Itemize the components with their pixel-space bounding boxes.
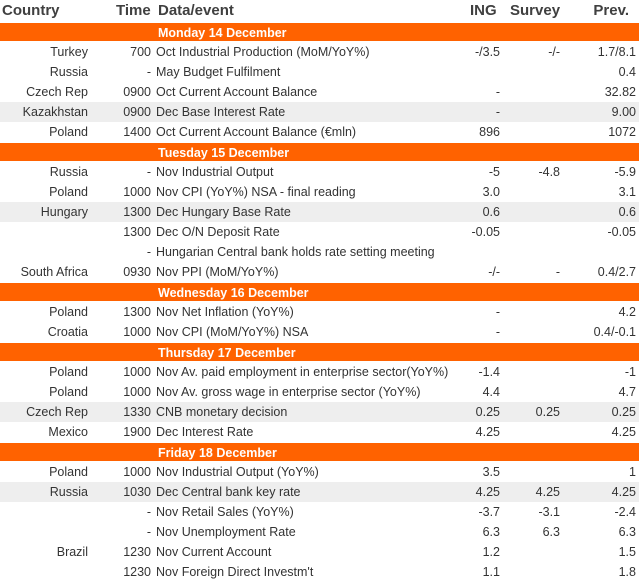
country-cell: Poland bbox=[49, 465, 88, 479]
country-cell: Poland bbox=[49, 365, 88, 379]
day-header bbox=[0, 442, 639, 462]
previous-cell: 32.82 bbox=[604, 85, 636, 99]
country-cell: Mexico bbox=[48, 425, 88, 439]
table-row bbox=[0, 242, 639, 262]
table-row bbox=[0, 182, 639, 202]
time-cell: 1300 bbox=[123, 225, 151, 239]
survey-cell: 6.3 bbox=[542, 525, 560, 539]
table-row bbox=[0, 202, 639, 222]
table-row bbox=[0, 322, 639, 342]
table-row bbox=[0, 82, 639, 102]
event-cell: Nov Retail Sales (YoY%) bbox=[156, 505, 294, 519]
ing-forecast-cell: - bbox=[495, 105, 500, 119]
ing-forecast-cell: - bbox=[495, 325, 500, 339]
event-cell: Nov Unemployment Rate bbox=[156, 525, 296, 539]
time-cell: 1900 bbox=[123, 425, 151, 439]
event-cell: Nov Av. gross wage in enterprise sector (YoY%) bbox=[156, 385, 421, 399]
table-row bbox=[0, 402, 639, 422]
ing-forecast-cell: -0.05 bbox=[471, 225, 500, 239]
table-row bbox=[0, 382, 639, 402]
event-cell: Nov Industrial Output bbox=[156, 165, 274, 179]
event-cell: Nov CPI (YoY%) NSA - final reading bbox=[156, 185, 356, 199]
event-cell: Nov Av. paid employment in enterprise sector(YoY%) bbox=[156, 365, 449, 379]
ing-forecast-cell: -1.4 bbox=[478, 365, 500, 379]
header-country: Country bbox=[2, 2, 60, 19]
previous-cell: 0.4/2.7 bbox=[597, 265, 636, 279]
previous-cell: -1 bbox=[624, 365, 636, 379]
day-label: Tuesday 15 December bbox=[158, 146, 290, 160]
ing-forecast-cell: - bbox=[495, 305, 500, 319]
previous-cell: 1.7/8.1 bbox=[597, 45, 636, 59]
time-cell: 1400 bbox=[123, 125, 151, 139]
event-cell: Nov Net Inflation (YoY%) bbox=[156, 305, 294, 319]
header-survey: Survey bbox=[510, 2, 561, 19]
event-cell: Nov CPI (MoM/YoY%) NSA bbox=[156, 325, 309, 339]
country-cell: Czech Rep bbox=[26, 85, 88, 99]
previous-cell: 6.3 bbox=[618, 525, 636, 539]
country-cell: Brazil bbox=[56, 545, 88, 559]
country-cell: Poland bbox=[49, 385, 88, 399]
previous-cell: 3.1 bbox=[618, 185, 636, 199]
previous-cell: 9.00 bbox=[611, 105, 636, 119]
previous-cell: 0.4/-0.1 bbox=[593, 325, 636, 339]
table-row bbox=[0, 522, 639, 542]
country-cell: Turkey bbox=[50, 45, 88, 59]
country-cell: Poland bbox=[49, 305, 88, 319]
time-cell: 1330 bbox=[123, 405, 151, 419]
table-row bbox=[0, 102, 639, 122]
ing-forecast-cell: -/- bbox=[488, 265, 500, 279]
table-row bbox=[0, 502, 639, 522]
ing-forecast-cell: -3.7 bbox=[478, 505, 500, 519]
day-label: Monday 14 December bbox=[158, 26, 287, 40]
time-cell: 0930 bbox=[123, 265, 151, 279]
table-row bbox=[0, 362, 639, 382]
event-cell: Dec Interest Rate bbox=[156, 425, 254, 439]
table-header bbox=[0, 0, 639, 23]
time-cell: - bbox=[146, 525, 151, 539]
table-row bbox=[0, 462, 639, 482]
ing-forecast-cell: 0.25 bbox=[475, 405, 500, 419]
table-row bbox=[0, 482, 639, 502]
day-label: Friday 18 December bbox=[158, 446, 277, 460]
day-header bbox=[0, 22, 639, 42]
ing-forecast-cell: 4.25 bbox=[475, 485, 500, 499]
ing-forecast-cell: 896 bbox=[479, 125, 500, 139]
table-row bbox=[0, 422, 639, 442]
time-cell: 1230 bbox=[123, 565, 151, 579]
time-cell: - bbox=[146, 505, 151, 519]
event-cell: Oct Industrial Production (MoM/YoY%) bbox=[156, 45, 370, 59]
country-cell: Russia bbox=[49, 65, 88, 79]
country-cell: Czech Rep bbox=[26, 405, 88, 419]
survey-cell: 0.25 bbox=[535, 405, 560, 419]
table-body bbox=[0, 22, 639, 582]
previous-cell: 1.8 bbox=[618, 565, 636, 579]
header-event: Data/event bbox=[158, 2, 234, 19]
table-row bbox=[0, 62, 639, 82]
event-cell: May Budget Fulfilment bbox=[156, 65, 281, 79]
time-cell: 1230 bbox=[123, 545, 151, 559]
table-row bbox=[0, 302, 639, 322]
ing-forecast-cell: -/3.5 bbox=[474, 45, 500, 59]
event-cell: CNB monetary decision bbox=[156, 405, 288, 419]
ing-forecast-cell: 3.5 bbox=[482, 465, 500, 479]
table-row bbox=[0, 222, 639, 242]
time-cell: 1000 bbox=[123, 325, 151, 339]
ing-forecast-cell: 6.3 bbox=[482, 525, 500, 539]
time-cell: 1000 bbox=[123, 185, 151, 199]
ing-forecast-cell: 4.25 bbox=[475, 425, 500, 439]
survey-cell: -3.1 bbox=[538, 505, 560, 519]
previous-cell: 4.7 bbox=[618, 385, 636, 399]
previous-cell: 1 bbox=[629, 465, 636, 479]
time-cell: 1000 bbox=[123, 385, 151, 399]
time-cell: 0900 bbox=[123, 85, 151, 99]
previous-cell: 0.25 bbox=[611, 405, 636, 419]
ing-forecast-cell: 0.6 bbox=[482, 205, 500, 219]
event-cell: Nov Foreign Direct Investm't bbox=[156, 565, 314, 579]
ing-forecast-cell: -5 bbox=[488, 165, 500, 179]
event-cell: Nov PPI (MoM/YoY%) bbox=[156, 265, 279, 279]
table-row bbox=[0, 562, 639, 582]
survey-cell: -4.8 bbox=[538, 165, 560, 179]
day-label: Wednesday 16 December bbox=[158, 286, 309, 300]
country-cell: Russia bbox=[49, 165, 88, 179]
ing-forecast-cell: 3.0 bbox=[482, 185, 500, 199]
ing-forecast-cell: 1.1 bbox=[482, 565, 500, 579]
country-cell: Kazakhstan bbox=[22, 105, 88, 119]
previous-cell: -2.4 bbox=[614, 505, 636, 519]
previous-cell: 4.2 bbox=[618, 305, 636, 319]
time-cell: - bbox=[146, 245, 151, 259]
time-cell: 1030 bbox=[123, 485, 151, 499]
time-cell: 1000 bbox=[123, 465, 151, 479]
day-header bbox=[0, 342, 639, 362]
ing-forecast-cell: - bbox=[495, 85, 500, 99]
country-cell: Poland bbox=[49, 125, 88, 139]
survey-cell: - bbox=[555, 265, 560, 279]
event-cell: Hungarian Central bank holds rate setting meeting bbox=[156, 245, 435, 259]
previous-cell: 4.25 bbox=[611, 425, 636, 439]
previous-cell: 1.5 bbox=[618, 545, 636, 559]
table-row bbox=[0, 122, 639, 142]
event-cell: Dec O/N Deposit Rate bbox=[156, 225, 280, 239]
day-header bbox=[0, 282, 639, 302]
day-header bbox=[0, 142, 639, 162]
header-prev: Prev. bbox=[593, 2, 629, 19]
country-cell: Hungary bbox=[40, 205, 88, 219]
time-cell: 1300 bbox=[123, 305, 151, 319]
survey-cell: -/- bbox=[548, 45, 560, 59]
header-ing: ING bbox=[470, 2, 497, 19]
header-time: Time bbox=[116, 2, 151, 19]
event-cell: Nov Current Account bbox=[156, 545, 272, 559]
previous-cell: 4.25 bbox=[611, 485, 636, 499]
country-cell: South Africa bbox=[20, 265, 88, 279]
event-cell: Oct Current Account Balance bbox=[156, 85, 318, 99]
time-cell: - bbox=[146, 65, 151, 79]
table-row bbox=[0, 162, 639, 182]
time-cell: 1300 bbox=[123, 205, 151, 219]
time-cell: 0900 bbox=[123, 105, 151, 119]
table-row bbox=[0, 42, 639, 62]
event-cell: Dec Base Interest Rate bbox=[156, 105, 286, 119]
country-cell: Poland bbox=[49, 185, 88, 199]
time-cell: 1000 bbox=[123, 365, 151, 379]
time-cell: - bbox=[146, 165, 151, 179]
previous-cell: 1072 bbox=[608, 125, 636, 139]
table-row bbox=[0, 542, 639, 562]
country-cell: Croatia bbox=[47, 325, 88, 339]
event-cell: Oct Current Account Balance (€mln) bbox=[156, 125, 357, 139]
ing-forecast-cell: 4.4 bbox=[482, 385, 500, 399]
country-cell: Russia bbox=[49, 485, 88, 499]
time-cell: 700 bbox=[130, 45, 151, 59]
previous-cell: 0.6 bbox=[618, 205, 636, 219]
event-cell: Dec Hungary Base Rate bbox=[156, 205, 291, 219]
event-cell: Nov Industrial Output (YoY%) bbox=[156, 465, 319, 479]
survey-cell: 4.25 bbox=[535, 485, 560, 499]
previous-cell: -0.05 bbox=[607, 225, 636, 239]
ing-forecast-cell: 1.2 bbox=[482, 545, 500, 559]
previous-cell: 0.4 bbox=[618, 65, 636, 79]
previous-cell: -5.9 bbox=[614, 165, 636, 179]
event-cell: Dec Central bank key rate bbox=[156, 485, 301, 499]
day-label: Thursday 17 December bbox=[158, 346, 296, 360]
table-row bbox=[0, 262, 639, 282]
